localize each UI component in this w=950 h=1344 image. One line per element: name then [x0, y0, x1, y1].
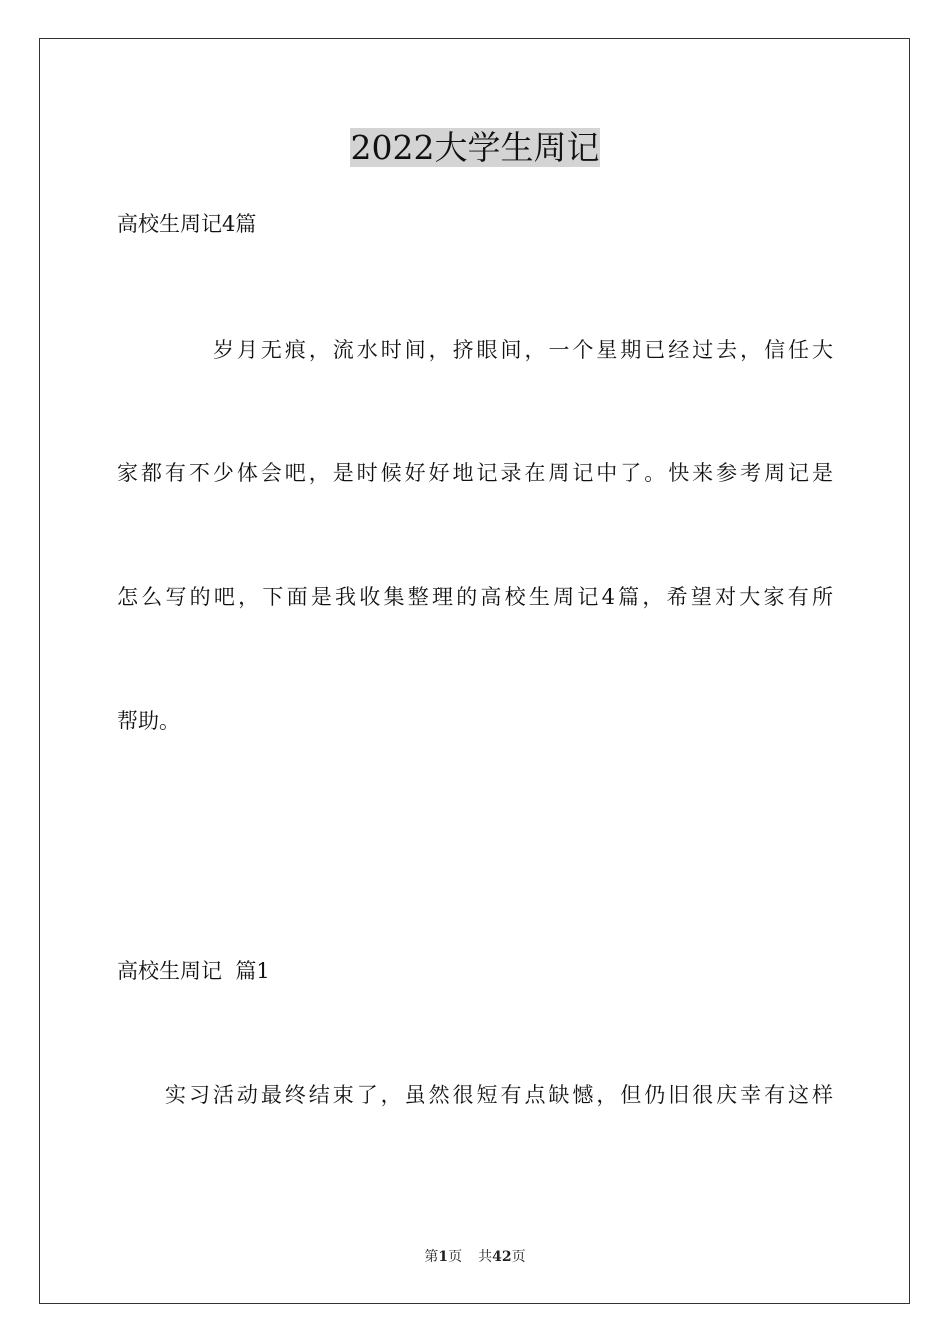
footer-page-current: 1 — [438, 1249, 449, 1265]
footer-total-prefix: 共 — [478, 1249, 493, 1265]
paragraph-line: 岁月无痕，流水时间，挤眼间，一个星期已经过去，信任大 — [213, 338, 833, 362]
paragraph-line: 实习活动最终结束了，虽然很短有点缺憾，但仍旧很庆幸有这样 — [165, 1083, 833, 1107]
document-title-text: 2022大学生周记 — [350, 128, 600, 167]
footer-page-prefix: 第 — [424, 1249, 439, 1265]
footer-page-unit: 页 — [448, 1249, 463, 1265]
document-subtitle: 高校生周记4篇 — [117, 212, 257, 236]
paragraph-line: 怎么写的吧，下面是我收集整理的高校生周记4篇，希望对大家有所 — [117, 585, 833, 609]
paragraph-line: 帮助。 — [117, 709, 180, 733]
document-title — [0, 126, 950, 170]
footer-total-unit: 页 — [511, 1249, 526, 1265]
section-heading: 高校生周记 篇1 — [117, 959, 270, 983]
footer-page-total: 42 — [492, 1249, 512, 1265]
paragraph-line: 家都有不少体会吧，是时候好好地记录在周记中了。快来参考周记是 — [117, 461, 833, 485]
page-footer — [0, 1247, 950, 1267]
